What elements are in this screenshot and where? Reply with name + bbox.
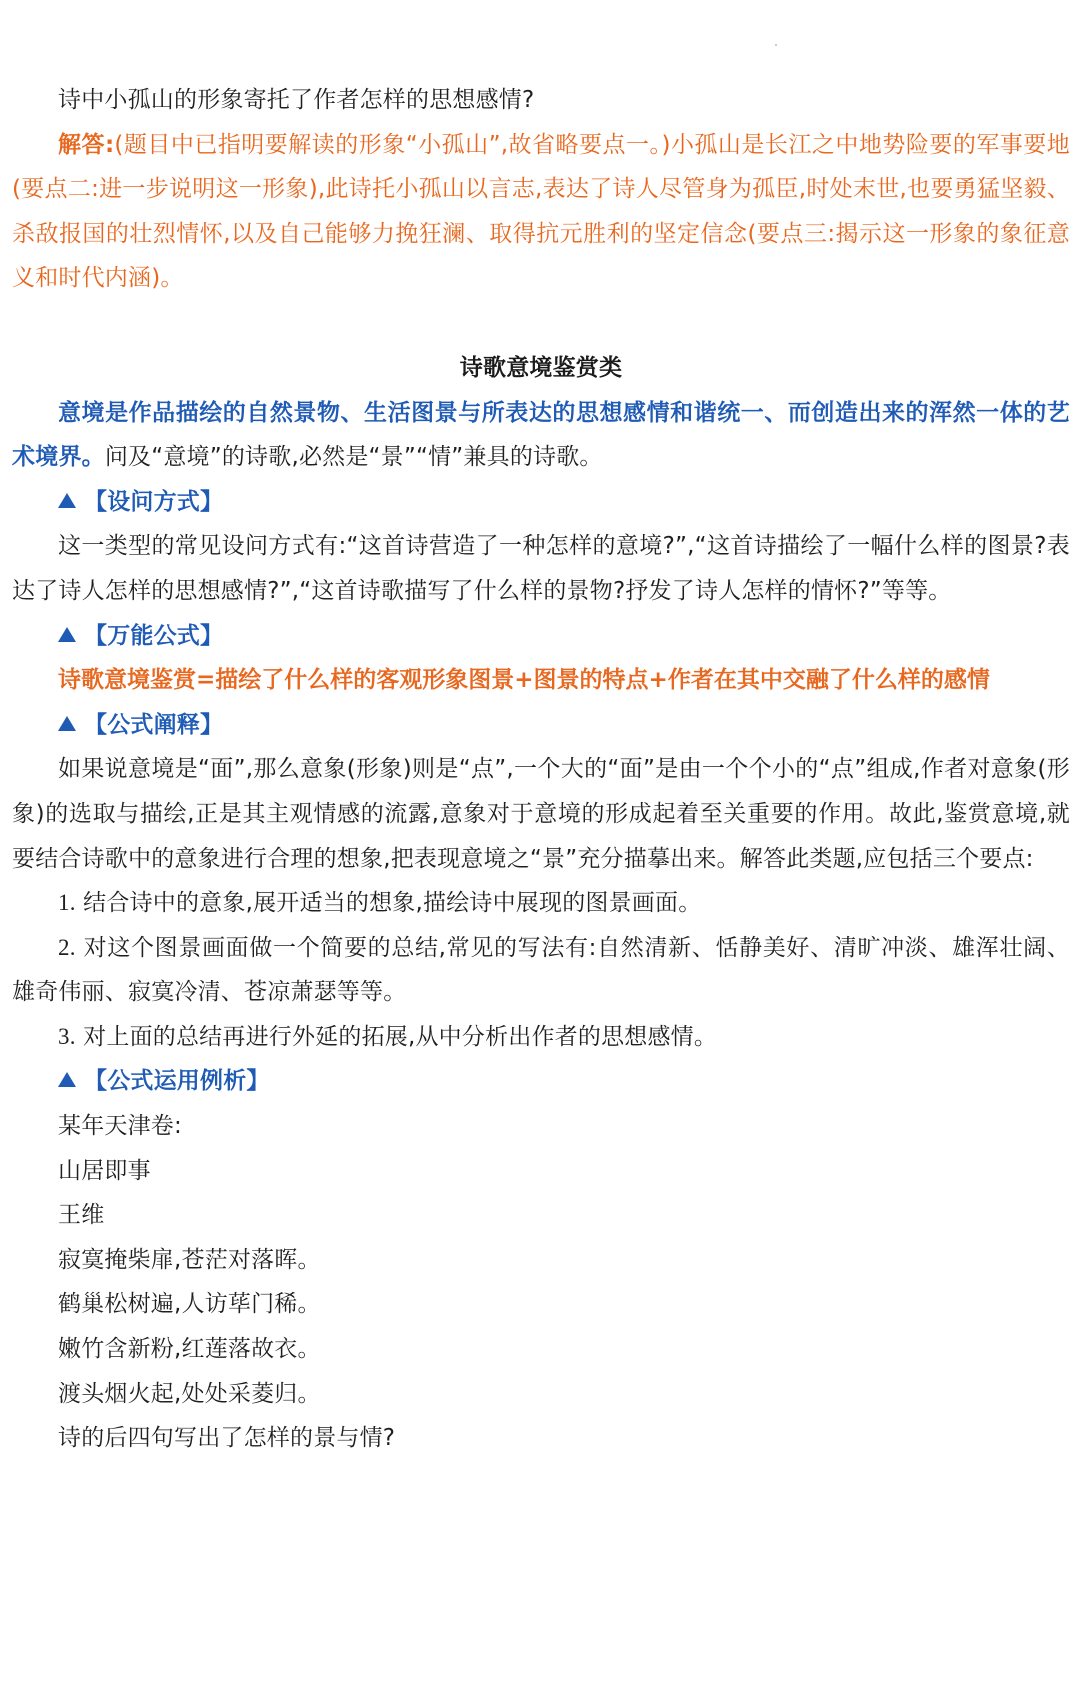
point-text: 对这个图景画面做一个简要的总结,常见的写法有:自然清新、恬静美好、清旷冲淡、雄浑壮阔、雄奇伟丽、寂寞冷清、苍凉萧瑟等等。 [12, 934, 1070, 1006]
heading-explain [12, 703, 1070, 748]
point-number: 1. [58, 890, 76, 916]
answer-label: 解答: [58, 131, 115, 158]
poem-author: 王维 [58, 1202, 105, 1229]
example-source: 某年天津卷: [58, 1113, 182, 1140]
definition-paragraph [12, 391, 1070, 480]
formula-text: 诗歌意境鉴赏=描绘了什么样的客观形象图景+图景的特点+作者在其中交融了什么样的感情 [58, 667, 990, 694]
triangle-icon [58, 493, 76, 508]
definition-rest: 问及“意境”的诗歌,必然是“景”“情”兼具的诗歌。 [104, 444, 603, 471]
point-2 [12, 926, 1070, 1015]
explain-paragraph: 如果说意境是“面”,那么意象(形象)则是“点”,一个大的“面”是由一个个小的“点”组成,作者对意象(形象)的选取与描绘,正是其主观情感的流露,意象对于意境的形成起着至关重要的作用。故此,鉴赏意境,就要结合诗歌中的意象进行合理的想象,把表现意境之“景”充分描摹出来。解答此类题,应包括三个要点: [12, 756, 1070, 872]
poem-line: 寂寞掩柴扉,苍茫对落晖。 [58, 1246, 321, 1273]
point-3 [12, 1015, 1070, 1060]
example-question: 诗的后四句写出了怎样的景与情? [58, 1425, 396, 1452]
heading-formula-label: 【万能公式】 [84, 622, 224, 649]
triangle-icon [58, 627, 76, 642]
heading-example-label: 【公式运用例析】 [84, 1068, 270, 1095]
point-number: 2. [58, 934, 76, 960]
poem-line: 嫩竹含新粉,红莲落故衣。 [58, 1336, 321, 1363]
triangle-icon [58, 1072, 76, 1087]
point-text: 结合诗中的意象,展开适当的想象,描绘诗中展现的图景画面。 [83, 890, 702, 917]
poem-line: 鹤巢松树遍,人访荜门稀。 [58, 1291, 321, 1318]
heading-formula [12, 614, 1070, 659]
question-xiaogushan: 诗中小孤山的形象寄托了作者怎样的思想感情? [58, 87, 535, 113]
triangle-icon [58, 716, 76, 731]
point-1 [12, 881, 1070, 926]
point-number: 3. [58, 1023, 76, 1049]
ask-method-paragraph: 这一类型的常见设问方式有:“这首诗营造了一种怎样的意境?”,“这首诗描绘了一幅什么样的图景?表达了诗人怎样的思想感情?”,“这首诗歌描写了什么样的景物?抒发了诗人怎样的情怀?”等等。 [12, 533, 1070, 604]
scan-speck [775, 44, 777, 46]
heading-example [12, 1059, 1070, 1104]
heading-explain-label: 【公式阐释】 [84, 711, 224, 738]
section-title: 诗歌意境鉴赏类 [459, 354, 623, 381]
heading-ask-method-label: 【设问方式】 [84, 488, 224, 515]
poem-title: 山居即事 [58, 1157, 151, 1184]
heading-ask-method [12, 480, 1070, 525]
answer-paragraph [12, 123, 1070, 301]
answer-text: (题目中已指明要解读的形象“小孤山”,故省略要点一。)小孤山是长江之中地势险要的军事要地(要点二:进一步说明这一形象),此诗托小孤山以言志,表达了诗人尽管身为孤臣,时处末世,也要勇猛坚毅、杀敌报国的壮烈情怀,以及自己能够力挽狂澜、取得抗元胜利的坚定信念(要点三:揭示这一形象的象征意义和时代内涵)。 [12, 131, 1070, 292]
document-content [12, 78, 1070, 1461]
definition-bold: 意境是作品描绘的自然景物、生活图景与所表达的思想感情和谐统一、而创造出来的浑然一体的艺术境界。 [12, 399, 1070, 471]
poem-line: 渡头烟火起,处处采菱归。 [58, 1380, 321, 1407]
point-text: 对上面的总结再进行外延的拓展,从中分析出作者的思想感情。 [83, 1023, 718, 1050]
